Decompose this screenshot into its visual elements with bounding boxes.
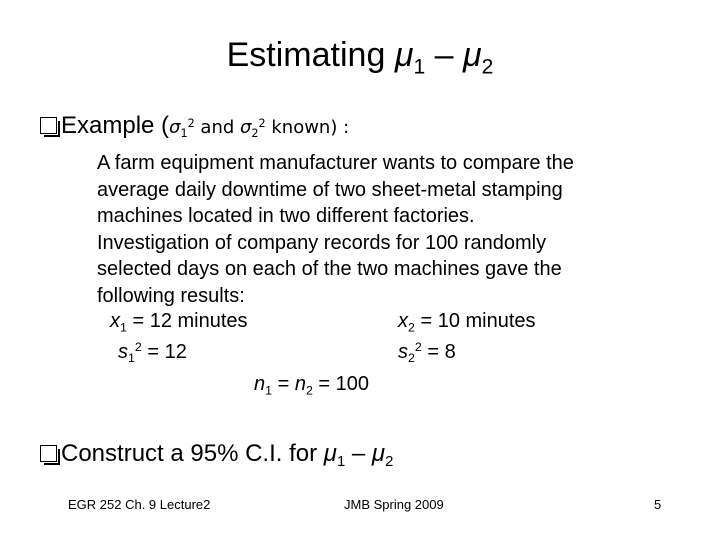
sigma1-sub: 1 — [180, 126, 188, 140]
s2-sup: 2 — [414, 340, 422, 354]
checkbox-bullet-icon — [40, 445, 57, 462]
s1-var: s — [118, 340, 128, 363]
sigma2-sub: 2 — [251, 126, 259, 140]
footer-course: EGR 252 Ch. 9 Lecture2 — [68, 497, 211, 512]
bullet-construct — [40, 440, 393, 470]
result-n — [254, 373, 369, 397]
slide-title — [0, 36, 720, 79]
title-mu1: μ — [394, 36, 414, 74]
x1-sub: 1 — [120, 320, 127, 335]
result-x1 — [110, 310, 248, 334]
title-text: Estimating — [226, 36, 395, 74]
n1-var: n — [254, 373, 266, 395]
construct-mu1: μ — [323, 440, 337, 467]
title-mu2: μ — [463, 36, 482, 74]
sigma2: σ — [240, 117, 252, 138]
known-text: known) : — [265, 117, 350, 138]
x2-value: = 10 minutes — [414, 310, 536, 332]
example-prefix: Example ( — [61, 112, 170, 139]
known-variances — [169, 117, 349, 138]
result-s2 — [398, 340, 456, 365]
n-value: = 100 — [312, 373, 370, 395]
sigma1: σ — [169, 117, 181, 138]
title-dash: – — [425, 36, 463, 74]
paragraph-line: following results: — [97, 284, 245, 307]
x1-var: x — [110, 310, 120, 332]
paragraph-line: selected days on each of the two machines gave the — [97, 258, 562, 280]
s1-sup: 2 — [134, 340, 142, 354]
paragraph-line: A farm equipment manufacturer wants to compare the — [97, 152, 574, 174]
s2-sub: 2 — [408, 351, 415, 366]
x2-var: x — [398, 310, 408, 332]
paragraph-line: average daily downtime of two sheet-metal stamping — [97, 178, 563, 201]
paragraph-line: machines located in two different factories. — [97, 205, 475, 227]
construct-sub1: 1 — [336, 454, 346, 471]
n1-sub: 1 — [265, 383, 273, 398]
footer-author: JMB Spring 2009 — [344, 497, 444, 512]
title-sub2: 2 — [481, 55, 494, 79]
construct-sub2: 2 — [385, 454, 394, 471]
n-eq: = — [272, 373, 295, 395]
construct-dash: – — [345, 440, 372, 467]
bullet-example — [40, 112, 349, 140]
s2-value: = 8 — [421, 340, 456, 363]
s2-var: s — [398, 340, 408, 363]
footer-page-number: 5 — [654, 497, 662, 512]
result-s1 — [118, 340, 187, 365]
n2-var: n — [294, 373, 306, 395]
x1-value: = 12 minutes — [126, 310, 248, 332]
paragraph-line: Investigation of company records for 100 randomly — [97, 231, 547, 254]
s1-sub: 1 — [128, 351, 135, 366]
result-x2 — [398, 310, 536, 334]
construct-mu2: μ — [371, 440, 386, 467]
and-text: and — [194, 117, 240, 138]
construct-prefix: Construct a 95% C.I. for — [61, 440, 324, 467]
sigma2-sup: 2 — [258, 116, 266, 130]
title-sub1: 1 — [413, 55, 426, 79]
problem-paragraph — [97, 150, 574, 309]
sigma1-sup: 2 — [187, 116, 195, 130]
n2-sub: 2 — [305, 383, 313, 398]
checkbox-bullet-icon — [40, 117, 57, 134]
x2-sub: 2 — [408, 320, 415, 335]
s1-value: = 12 — [141, 340, 187, 363]
